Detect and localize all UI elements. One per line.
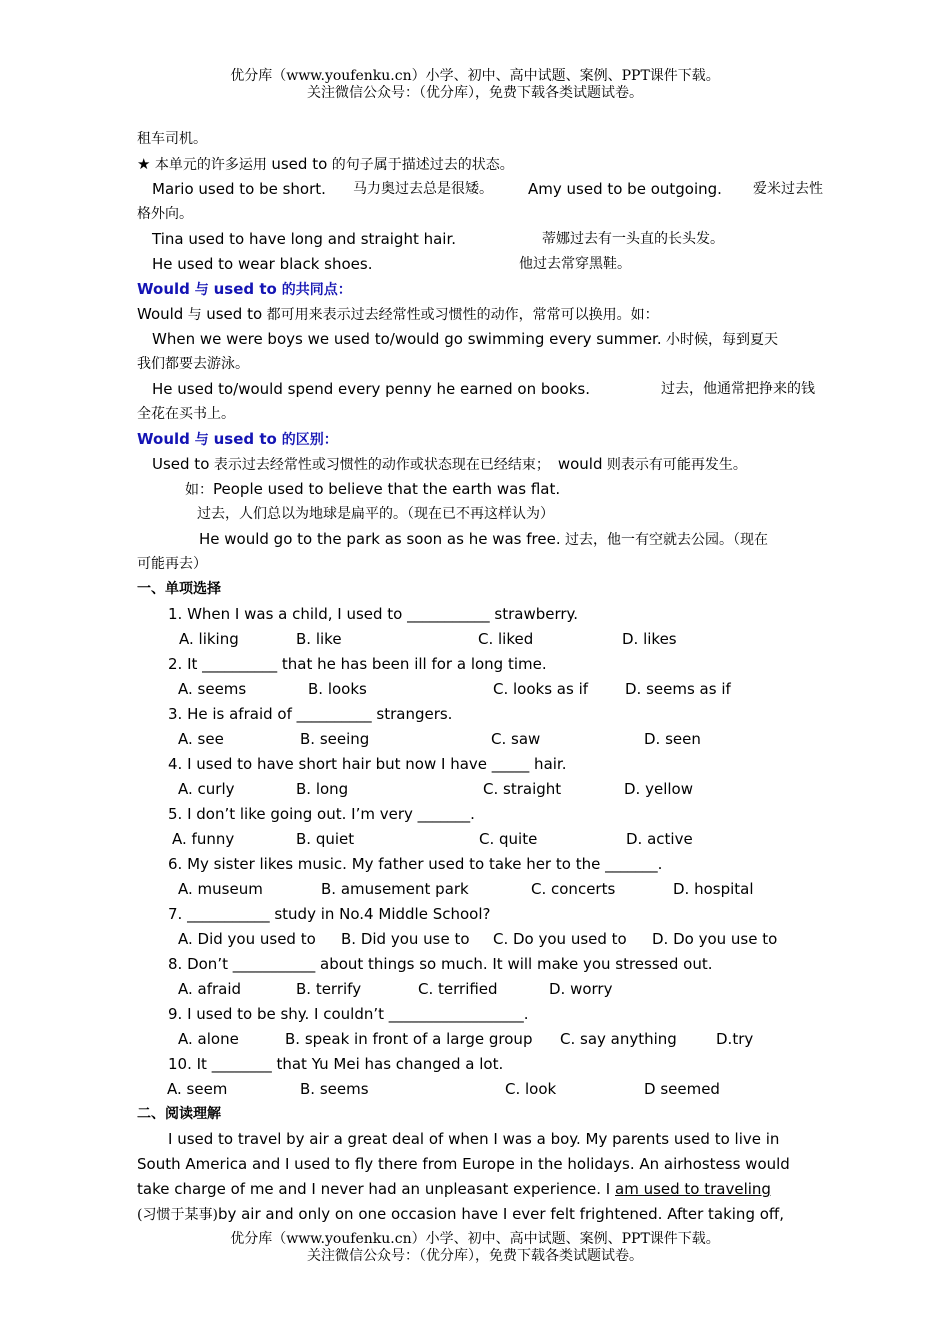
option-c[interactable]: C. look xyxy=(505,1080,557,1098)
document-body xyxy=(137,127,837,1227)
option-a[interactable]: A. funny xyxy=(172,830,235,848)
option-d[interactable]: D. active xyxy=(626,830,693,848)
footer-line-2: 关注微信公众号：（优分库），免费下载各类试题试卷。 xyxy=(307,1248,643,1264)
intro-line-3: Mario used to be short. 马力奥过去总是很矮。 Amy used to be outgoing. 爱米过去性 xyxy=(152,180,823,198)
question-options xyxy=(137,877,837,902)
option-a[interactable]: A. alone xyxy=(178,1030,239,1048)
option-c[interactable]: C. concerts xyxy=(531,880,616,898)
question-stem: 10. It ________ that Yu Mei has changed a lot. xyxy=(168,1055,504,1073)
option-b[interactable]: B. looks xyxy=(308,680,367,698)
header-line-2: 关注微信公众号：（优分库），免费下载各类试题试卷。 xyxy=(307,85,643,101)
intro-line-4: 格外向。 xyxy=(137,206,193,222)
intro-line-5: Tina used to have long and straight hair. 蒂娜过去有一头直的长头发。 xyxy=(152,230,724,248)
option-d[interactable]: D. hospital xyxy=(673,880,754,898)
diff-line-5: 可能再去） xyxy=(137,556,207,572)
question-options xyxy=(137,777,837,802)
option-c[interactable]: C. straight xyxy=(483,780,562,798)
option-b[interactable]: B. seems xyxy=(300,1080,369,1098)
question-stem: 8. Don’t ___________ about things so much. It will make you stressed out. xyxy=(168,955,713,973)
diff-line-2: 如：People used to believe that the earth was flat. xyxy=(185,480,561,498)
option-a[interactable]: A. afraid xyxy=(178,980,242,998)
question-options xyxy=(137,1077,837,1102)
question-stem: 2. It __________ that he has been ill for a long time. xyxy=(168,655,547,673)
question-options xyxy=(137,827,837,852)
reading-line-4: (习惯于某事)by air and only on one occasion have I ever felt frightened. After taking off, xyxy=(137,1205,785,1223)
intro-line-2: ★ 本单元的许多运用 used to 的句子属于描述过去的状态。 xyxy=(137,155,514,173)
similar-line-4: He used to/would spend every penny he earned on books. 过去，他通常把挣来的钱 xyxy=(152,380,815,398)
option-c[interactable]: C. quite xyxy=(479,830,538,848)
similar-line-3: 我们都要去游泳。 xyxy=(137,356,249,372)
reading-line-2: South America and I used to fly there from Europe in the holidays. An airhostess would xyxy=(137,1155,790,1173)
option-b[interactable]: B. speak in front of a large group xyxy=(285,1030,533,1048)
option-b[interactable]: B. terrify xyxy=(296,980,362,998)
option-c[interactable]: C. saw xyxy=(491,730,541,748)
question-stem: 3. He is afraid of __________ strangers. xyxy=(168,705,453,723)
question-stem: 4. I used to have short hair but now I have _____ hair. xyxy=(168,755,567,773)
question-options xyxy=(137,977,837,1002)
question-options xyxy=(137,677,837,702)
option-a[interactable]: A. museum xyxy=(178,880,263,898)
question-list xyxy=(137,602,837,1102)
option-c[interactable]: C. terrified xyxy=(418,980,498,998)
option-b[interactable]: B. like xyxy=(296,630,342,648)
option-d[interactable]: D seemed xyxy=(644,1080,720,1098)
option-d[interactable]: D. seems as if xyxy=(625,680,731,698)
question-stem: 7. ___________ study in No.4 Middle School? xyxy=(168,905,491,923)
option-a[interactable]: A. Did you used to xyxy=(178,930,316,948)
question-stem: 9. I used to be shy. I couldn’t __________________. xyxy=(168,1005,529,1023)
similar-line-5: 全花在买书上。 xyxy=(137,406,235,422)
option-c[interactable]: C. Do you used to xyxy=(493,930,627,948)
option-b[interactable]: B. long xyxy=(296,780,349,798)
similar-heading: Would 与 used to 的共同点： xyxy=(137,280,352,298)
footer-line-1: 优分库（www.youfenku.cn）小学、初中、高中试题、案例、PPT课件下载。 xyxy=(230,1231,720,1247)
similar-line-1: Would 与 used to 都可用来表示过去经常性或习惯性的动作，常常可以换用。如： xyxy=(137,305,659,323)
option-b[interactable]: B. quiet xyxy=(296,830,355,848)
option-d[interactable]: D. worry xyxy=(549,980,613,998)
question-stem: 6. My sister likes music. My father used to take her to the _______. xyxy=(168,855,663,873)
question-options xyxy=(137,727,837,752)
header-line-1: 优分库（www.youfenku.cn）小学、初中、高中试题、案例、PPT课件下载。 xyxy=(230,68,720,84)
question-stem: 1. When I was a child, I used to ___________ strawberry. xyxy=(168,605,579,623)
option-c[interactable]: C. looks as if xyxy=(493,680,589,698)
option-d[interactable]: D. yellow xyxy=(624,780,693,798)
option-b[interactable]: B. seeing xyxy=(300,730,370,748)
page-footer xyxy=(0,1231,950,1265)
diff-line-4: He would go to the park as soon as he was free. 过去，他一有空就去公园。（现在 xyxy=(199,530,769,548)
underlined-phrase: am used to traveling xyxy=(615,1180,771,1198)
option-a[interactable]: A. seems xyxy=(178,680,247,698)
question-options xyxy=(137,1027,837,1052)
section1-title: 一、单项选择 xyxy=(137,581,221,597)
option-b[interactable]: B. Did you use to xyxy=(341,930,470,948)
option-a[interactable]: A. liking xyxy=(179,630,239,648)
question-stem: 5. I don’t like going out. I’m very _______. xyxy=(168,805,475,823)
reading-line-3: take charge of me and I never had an unpleasant experience. I am used to traveling xyxy=(137,1180,771,1198)
intro-line-1: 租车司机。 xyxy=(137,131,207,147)
option-c[interactable]: C. say anything xyxy=(560,1030,677,1048)
star-icon: ★ xyxy=(137,155,151,173)
question-options xyxy=(137,627,837,652)
option-a[interactable]: A. curly xyxy=(178,780,235,798)
diff-heading: Would 与 used to 的区别： xyxy=(137,430,338,448)
page-header xyxy=(0,68,950,102)
similar-line-2: When we were boys we used to/would go swimming every summer. 小时候，每到夏天 xyxy=(152,330,779,348)
option-a[interactable]: A. see xyxy=(178,730,224,748)
option-c[interactable]: C. liked xyxy=(478,630,534,648)
option-a[interactable]: A. seem xyxy=(167,1080,228,1098)
option-d[interactable]: D. likes xyxy=(622,630,677,648)
option-b[interactable]: B. amusement park xyxy=(321,880,469,898)
intro-line-6: He used to wear black shoes. 他过去常穿黑鞋。 xyxy=(152,255,631,273)
diff-line-3: 过去，人们总以为地球是扁平的。（现在已不再这样认为） xyxy=(197,506,554,522)
section2-title: 二、阅读理解 xyxy=(137,1106,221,1122)
question-options xyxy=(137,927,837,952)
option-d[interactable]: D. seen xyxy=(644,730,701,748)
option-d[interactable]: D.try xyxy=(716,1030,754,1048)
option-d[interactable]: D. Do you use to xyxy=(652,930,778,948)
diff-line-1: Used to 表示过去经常性或习惯性的动作或状态现在已经结束； would 则表示有可能再发生。 xyxy=(152,455,747,473)
reading-line-1: I used to travel by air a great deal of when I was a boy. My parents used to live in xyxy=(168,1130,780,1148)
